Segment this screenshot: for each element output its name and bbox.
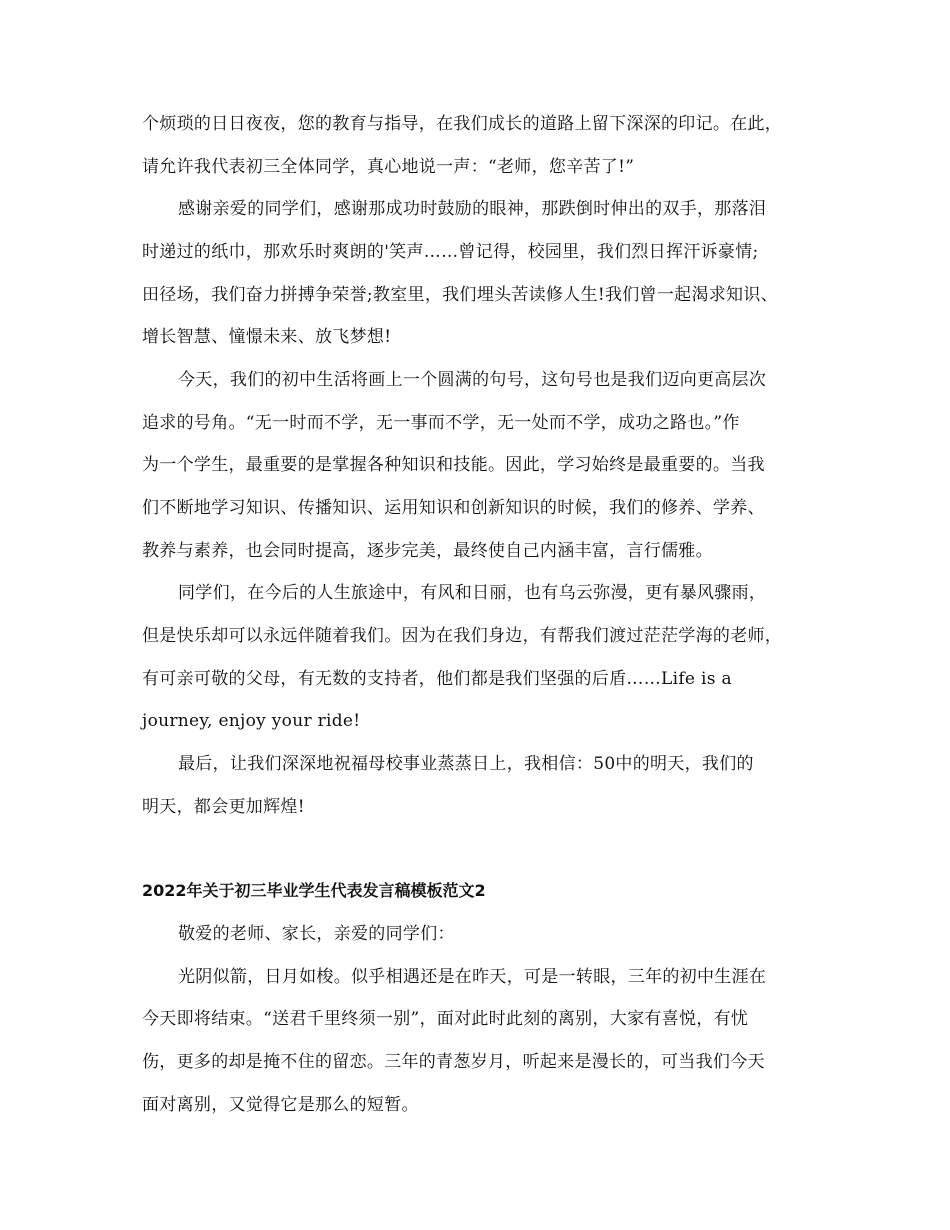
- paragraph-1-line-1: 个烦琐的日日夜夜，您的教育与指导，在我们成长的道路上留下深深的印记。在此，: [142, 114, 783, 134]
- paragraph-3-line-2: 追求的号角。“无一时而不学，无一事而不学，无一处而不学，成功之路也。”作: [142, 413, 740, 433]
- section-2-paragraph-1-line-1: 光阴似箭，日月如梭。似乎相遇还是在昨天，可是一转眼，三年的初中生涯在: [178, 967, 767, 987]
- section-2-paragraph-1-line-3: 伤，更多的却是掩不住的留恋。三年的青葱岁月，听起来是漫长的，可当我们今天: [142, 1052, 765, 1072]
- paragraph-2-line-4: 增长智慧、憧憬未来、放飞梦想!: [142, 327, 392, 347]
- paragraph-4-line-1: 同学们，在今后的人生旅途中，有风和日丽，也有乌云弥漫，更有暴风骤雨，: [178, 583, 767, 603]
- paragraph-2-line-3: 田径场，我们奋力拼搏争荣誉;教室里，我们埋头苦读修人生!我们曾一起渴求知识、: [142, 285, 778, 305]
- section-2-title: 2022年关于初三毕业学生代表发言稿模板范文2: [142, 881, 486, 900]
- paragraph-3-line-5: 教养与素养，也会同时提高，逐步完美，最终使自己内涵丰富，言行儒雅。: [142, 541, 713, 561]
- paragraph-4-line-3: 有可亲可敬的父母，有无数的支持者，他们都是我们坚强的后盾……Life is a: [142, 669, 732, 689]
- paragraph-4-line-4: journey, enjoy your ride!: [142, 711, 361, 731]
- paragraph-5-line-1: 最后，让我们深深地祝福母校事业蒸蒸日上，我相信：50中的明天，我们的: [178, 754, 754, 774]
- paragraph-3-line-4: 们不断地学习知识、传播知识、运用知识和创新知识的时候，我们的修养、学养、: [142, 498, 765, 518]
- paragraph-2-line-1: 感谢亲爱的同学们，感谢那成功时鼓励的眼神，那跌倒时伸出的双手，那落泪: [178, 199, 767, 219]
- paragraph-2-line-2: 时递过的纸巾，那欢乐时爽朗的'笑声……曾记得，校园里，我们烈日挥汗诉豪情;: [142, 242, 759, 262]
- section-2-paragraph-1-line-4: 面对离别，又觉得它是那么的短暂。: [142, 1095, 419, 1115]
- paragraph-3-line-1: 今天，我们的初中生活将画上一个圆满的句号，这句号也是我们迈向更高层次: [178, 370, 767, 390]
- paragraph-3-line-3: 为一个学生，最重要的是掌握各种知识和技能。因此，学习始终是最重要的。当我: [142, 455, 765, 475]
- section-2-paragraph-1-line-2: 今天即将结束。“送君千里终须一别”，面对此时此刻的离别，大家有喜悦，有忧: [142, 1009, 749, 1029]
- paragraph-1-line-2: 请允许我代表初三全体同学，真心地说一声：“老师，您辛苦了!”: [142, 157, 635, 177]
- paragraph-4-line-2: 但是快乐却可以永远伴随着我们。因为在我们身边，有帮我们渡过茫茫学海的老师，: [142, 626, 783, 646]
- paragraph-5-line-2: 明天，都会更加辉煌!: [142, 797, 305, 817]
- section-2-greeting: 敬爱的老师、家长，亲爱的同学们：: [178, 924, 455, 944]
